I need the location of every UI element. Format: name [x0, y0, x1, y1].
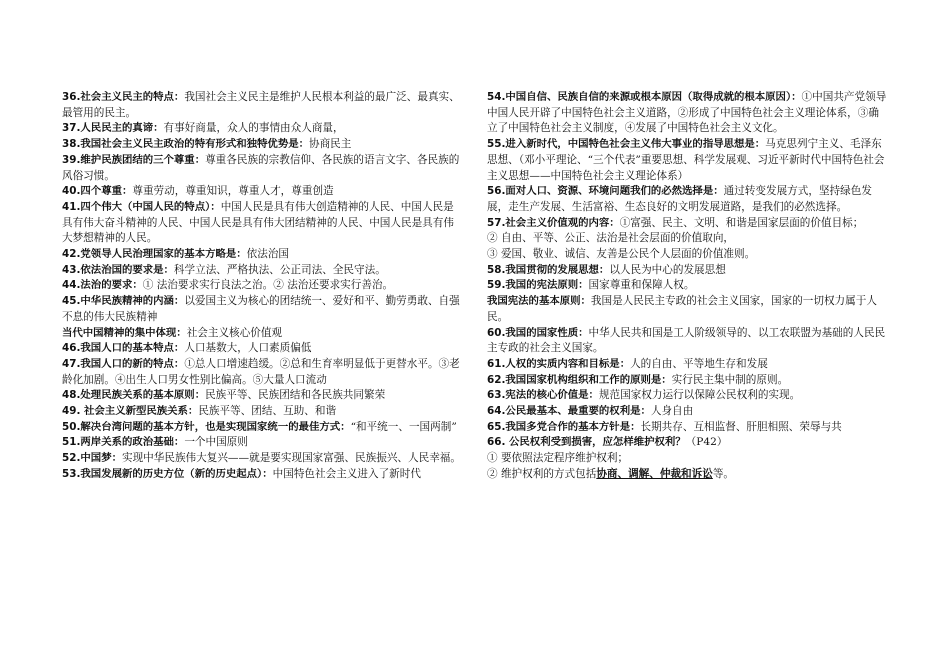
item-text: 协商民主 — [309, 138, 352, 151]
knowledge-item — [62, 404, 462, 420]
item-text: ①富强、民主、文明、和谐是国家层面的价值目标； — [619, 216, 864, 229]
knowledge-item — [487, 294, 887, 325]
item-heading: 66. 公民权利受到损害，应怎样维护权利？ — [487, 436, 686, 449]
item-text: 民族平等、团结、互助、和谐 — [198, 405, 337, 418]
item-heading: 41.四个伟大（中国人民的特点）： — [62, 200, 221, 213]
item-text: ② 维护权利的方式包括 — [487, 467, 597, 480]
knowledge-item — [62, 467, 462, 483]
item-heading: 61.人权的实质内容和目标是： — [487, 357, 631, 370]
knowledge-item — [62, 341, 462, 357]
knowledge-item — [62, 121, 462, 137]
item-heading: 我国宪法的基本原则： — [487, 295, 591, 308]
item-text: 人口基数大，人口素质偏低 — [184, 342, 312, 355]
knowledge-item — [487, 373, 887, 389]
item-heading: 57.社会主义价值观的内容： — [487, 216, 620, 229]
item-heading: 44.法治的要求： — [62, 279, 143, 292]
item-heading: 48.处理民族关系的基本原则： — [62, 389, 206, 402]
item-heading: 47.我国人口的新的特点： — [62, 357, 185, 370]
item-heading: 62.我国国家机构组织和工作的原则是： — [487, 373, 672, 386]
item-text: 实行民主集中制的原则。 — [671, 373, 789, 386]
knowledge-item — [487, 467, 887, 483]
knowledge-item — [62, 294, 462, 325]
knowledge-item — [62, 200, 462, 247]
knowledge-item — [62, 263, 462, 279]
item-text: 一个中国原则 — [184, 436, 248, 449]
item-heading: 55.进入新时代，中国特色社会主义伟大事业的指导思想是： — [487, 138, 766, 151]
left-column — [62, 90, 462, 483]
item-heading: 56.面对人口、资源、环境问题我们的必然选择是： — [487, 185, 724, 198]
knowledge-item — [62, 435, 462, 451]
item-heading: 59.我国的宪法原则： — [487, 279, 589, 292]
knowledge-item — [487, 388, 887, 404]
knowledge-item — [487, 231, 887, 247]
item-text: 规范国家权力运行以保障公民权利的实现。 — [598, 389, 801, 402]
knowledge-item — [487, 90, 887, 137]
item-text: ② 自由、平等、公正、法治是社会层面的价值取向， — [487, 232, 735, 245]
item-text: 尊重各民族的宗教信仰、各民族的语言文字、各民族的风俗习惯。 — [62, 153, 460, 182]
item-text: ①总人口增速趋缓。②总和生育率明显低于更替水平。③老龄化加剧。④出生人口男女性别比偏高。⑤大量人口流动 — [62, 357, 460, 386]
item-heading: 53.我国发展新的历史方位（新的历史起点）： — [62, 467, 273, 480]
item-text: ① 法治要求实行良法之治。② 法治还要求实行善治。 — [142, 279, 394, 292]
knowledge-item — [62, 326, 462, 342]
item-heading: 40.四个尊重： — [62, 185, 133, 198]
knowledge-item — [487, 357, 887, 373]
item-heading: 36.社会主义民主的特点： — [62, 91, 185, 103]
item-heading: 64.公民最基本、最重要的权利是： — [487, 405, 651, 418]
knowledge-item — [487, 435, 887, 451]
item-text: 中国特色社会主义进入了新时代 — [272, 467, 421, 480]
item-text: “和平统一、一国两制” — [350, 420, 457, 433]
item-heading: 43.依法治国的要求是： — [62, 263, 174, 276]
item-text: 有事好商量，众人的事情由众人商量， — [163, 122, 344, 135]
knowledge-item — [487, 263, 887, 279]
item-text: 马克思列宁主义、毛泽东思想、（邓小平理论、“三个代表”重要思想、科学发展观、习近平新时代中国特色社会主义思想——中国特色社会主义理论体系） — [487, 138, 885, 182]
knowledge-item — [487, 404, 887, 420]
item-text: 中华人民共和国是工人阶级领导的、以工农联盟为基础的人民民主专政的社会主义国家。 — [487, 326, 886, 355]
knowledge-item — [487, 247, 887, 263]
item-text: 依法治国 — [246, 248, 290, 261]
item-text: （P42） — [685, 436, 728, 449]
item-heading: 38.我国社会主义民主政治的特有形式和独特优势是： — [62, 138, 309, 151]
item-heading: 65.我国多党合作的基本方针是： — [487, 420, 641, 433]
item-heading: 45.中华民族精神的内涵： — [62, 295, 185, 308]
item-text: 以爱国主义为核心的团结统一、爱好和平、勤劳勇敢、自强不息的伟大民族精神 — [62, 295, 460, 323]
item-heading: 49. 社会主义新型民族关系： — [62, 405, 199, 418]
item-heading: 51.两岸关系的政治基础： — [62, 436, 185, 449]
item-text: ①中国共产党领导中国人民开辟了中国特色社会主义道路，②形成了中国特色社会主义理论体系，③确立了中国特色社会主义制度，④发展了中国特色社会主义文化。 — [487, 91, 887, 135]
knowledge-item — [487, 137, 887, 184]
item-text: 以人民为中心的发展思想 — [609, 263, 726, 276]
item-heading: 58.我国贯彻的发展思想： — [487, 263, 610, 276]
knowledge-item — [62, 451, 462, 467]
item-text: 我国社会主义民主是维护人民根本利益的最广泛、最真实、最管用的民主。 — [62, 91, 460, 119]
knowledge-item — [62, 357, 462, 388]
item-heading: 50.解决台湾问题的基本方针，也是实现国家统一的最佳方式： — [62, 420, 351, 433]
item-heading: 37.人民民主的真谛： — [62, 122, 164, 135]
item-text: ③ 爱国、敬业、诚信、友善是公民个人层面的价值准则。 — [487, 248, 756, 261]
right-column — [487, 90, 887, 483]
item-text: 我国是人民民主专政的社会主义国家，国家的一切权力属于人民。 — [487, 295, 877, 323]
item-text: 中国人民是具有伟大创造精神的人民、中国人民是具有伟大奋斗精神的人民、中国人民是具有伟大团结精神的人民、中国人民是具有伟大梦想精神的人民。 — [62, 200, 454, 245]
item-heading: 当代中国精神的集中体现： — [62, 326, 187, 339]
knowledge-item — [487, 451, 887, 467]
item-heading: 60.我国的国家性质： — [487, 326, 589, 339]
knowledge-item — [487, 326, 887, 357]
knowledge-item — [487, 278, 887, 294]
item-text: 人的自由、平等地生存和发展 — [630, 357, 768, 370]
item-heading: 46.我国人口的基本特点： — [62, 342, 185, 355]
knowledge-item — [62, 420, 462, 436]
item-text: 民族平等、民族团结和各民族共同繁荣 — [205, 389, 386, 402]
item-text: 长期共存、互相监督、肝胆相照、荣辱与共 — [640, 420, 842, 433]
item-heading: 39.维护民族团结的三个尊重： — [62, 153, 206, 166]
item-heading: 63.宪法的核心价值是： — [487, 389, 599, 402]
item-heading: 42.党领导人民治理国家的基本方略是： — [62, 248, 247, 261]
item-text: 社会主义核心价值观 — [186, 326, 283, 339]
item-heading: 52.中国梦： — [62, 452, 122, 465]
knowledge-item — [62, 153, 462, 184]
item-text-tail: 等。 — [712, 467, 735, 480]
knowledge-item — [62, 247, 462, 263]
knowledge-item — [62, 137, 462, 153]
knowledge-item — [487, 216, 887, 232]
knowledge-item — [62, 90, 462, 121]
knowledge-item — [62, 278, 462, 294]
item-text: 尊重劳动，尊重知识，尊重人才，尊重创造 — [132, 185, 334, 198]
knowledge-item — [487, 420, 887, 436]
knowledge-item — [62, 388, 462, 404]
item-text: ① 要依照法定程序维护权利； — [487, 452, 629, 465]
item-text: 实现中华民族伟大复兴——就是要实现国家富强、民族振兴、人民幸福。 — [121, 452, 461, 465]
item-heading: 54.中国自信、民族自信的来源或根本原因（取得成就的根本原因）： — [487, 91, 802, 103]
item-text: 通过转变发展方式，坚持绿色发展，走生产发展、生活富裕、生态良好的文明发展道路，是我们的必然选择。 — [487, 185, 872, 213]
item-text: 科学立法、严格执法、公正司法、全民守法。 — [173, 263, 386, 276]
item-text: 人身自由 — [650, 405, 694, 418]
item-text: 国家尊重和保障人权。 — [588, 279, 695, 292]
item-emphasis: 协商、调解、仲裁和诉讼 — [596, 467, 713, 480]
knowledge-item — [487, 184, 887, 215]
knowledge-item — [62, 184, 462, 200]
